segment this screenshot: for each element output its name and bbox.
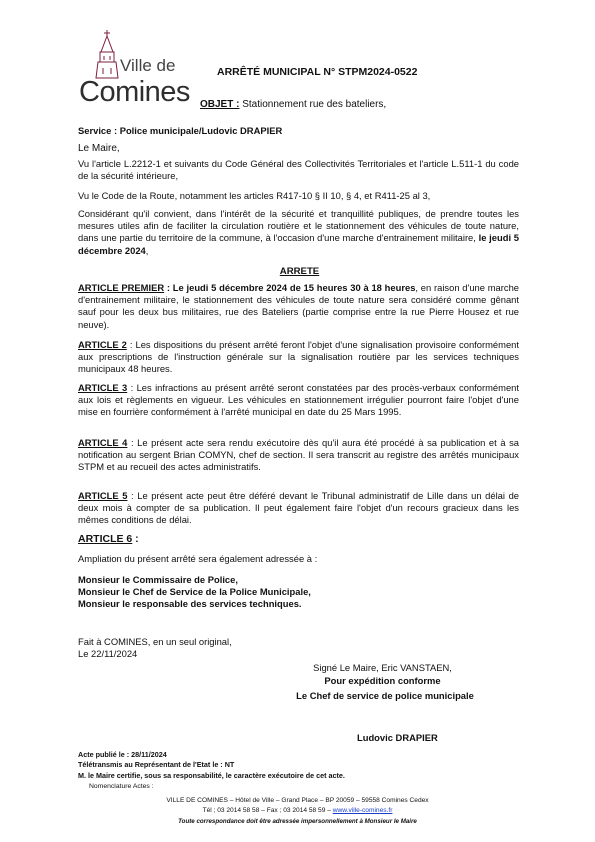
address-line-2: [0, 807, 595, 816]
article-5-text: : Le présent acte peut être déféré devant le Tribunal administratif de Lille dans un délai de deux mois à compter de sa publication. Il peut également faire l'objet d'un recours gracieux dans les mêmes conditions de délai.: [78, 490, 519, 526]
article-3-label: ARTICLE 3: [78, 382, 128, 393]
certification: M. le Maire certifie, sous sa responsabilité, le caractère exécutoire de cet acte.: [78, 771, 345, 780]
objet-label: OBJET :: [200, 99, 240, 110]
service-line: Service : Police municipale/Ludovic DRAPIER: [78, 125, 283, 136]
le-maire: Le Maire,: [78, 143, 120, 154]
signer-name: Ludovic DRAPIER: [357, 732, 438, 743]
recipients-list: [78, 574, 311, 611]
logo-comines: Comines: [79, 76, 190, 108]
article-6-text: :: [132, 533, 139, 545]
article-5: [78, 490, 519, 527]
logo-ville-de: Ville de: [120, 56, 176, 75]
vu-paragraph-2: Vu le Code de la Route, notamment les articles R417-10 § II 10, § 4, et R411-25 al 3,: [78, 190, 431, 201]
article-premier: [78, 282, 519, 331]
teletransmis: Télétransmis au Représentant de l'Etat le : NT: [78, 760, 235, 769]
address-line-1: VILLE DE COMINES – Hôtel de Ville – Grand Place – BP 20059 – 59558 Comines Cedex: [166, 797, 429, 804]
signature-line-1: Signé Le Maire, Eric VANSTAEN,: [313, 662, 452, 673]
objet-text: Stationnement rue des bateliers,: [239, 99, 387, 110]
article-5-label: ARTICLE 5: [78, 490, 128, 501]
article-4-label: ARTICLE 4: [78, 437, 128, 448]
signature-line-3: Le Chef de service de police municipale: [296, 690, 474, 701]
considerant-text: Considérant qu'il convient, dans l'intérêt de la sécurité et tranquillité publiques, de prendre toutes les mesures utiles afin de faciliter la circulation routière et le stationnement des véhicules de toute nature, dans une partie du territoire de la commune, à l'occasion d'une marche d'entrainement militaire,: [78, 208, 519, 244]
article-4: [78, 437, 519, 474]
document-title: ARRÊTÉ MUNICIPAL N° STPM2024-0522: [217, 66, 418, 78]
article-6: [78, 533, 139, 545]
arrete-heading: ARRETE: [279, 266, 320, 277]
article-2-label: ARTICLE 2: [78, 339, 127, 350]
article-6-label: ARTICLE 6: [78, 533, 133, 545]
nomenclature: Nomenclature Actes :: [89, 783, 154, 790]
article-premier-label: ARTICLE PREMIER: [78, 282, 165, 293]
article-4-text: : Le présent acte sera rendu exécutoire dès qu'il aura été procédé à sa publication et à sa notification au sergent Brian COMYN, chef de section. Il sera transcrit au registre des arrêtés municipaux STPM et au recueil des actes administratifs.: [78, 437, 519, 473]
article-2-text: : Les dispositions du présent arrêté feront l'objet d'une signalisation provisoire conformément aux prescriptions de l'instruction générale sur la signalisation routière par les services techniques municipaux 48 heures.: [78, 339, 519, 375]
considerant-end: ,: [145, 244, 149, 256]
considerant-date: le jeudi 5 décembre 2024: [78, 232, 520, 256]
article-premier-bold: : Le jeudi 5 décembre 2024 de 15 heures 30 à 18 heures: [164, 282, 416, 293]
church-tower-icon: [90, 28, 124, 80]
recipient-item: Monsieur le Chef de Service de la Police Municipale,: [78, 586, 311, 598]
objet-line: [200, 99, 386, 110]
article-3: [78, 382, 519, 419]
city-logo: [78, 28, 198, 110]
article-2: [78, 339, 519, 376]
recipient-item: Monsieur le responsable des services techniques.: [78, 598, 302, 610]
date-line: Le 22/11/2024: [78, 648, 138, 659]
address-line-3: Toute correspondance doit être adressée impersonnellement à Monsieur le Maire: [178, 818, 417, 825]
considerant-paragraph: [78, 208, 519, 257]
acte-publie: Acte publié le : 28/11/2024: [78, 750, 167, 759]
contact-numbers: Tél ; 03 2014 58 58 – Fax ; 03 2014 58 59 –: [202, 807, 333, 814]
signature-line-2: Pour expédition conforme: [324, 675, 441, 686]
fait-a-line: Fait à COMINES, en un seul original,: [78, 636, 232, 647]
article-3-text: : Les infractions au présent arrêté seront constatées par des procès-verbaux conformément aux lois et règlements en vigueur. Les véhicules en stationnement irrégulier pourront faire l'objet d'une mise en fourrière conformément à l'arrêté municipal en date du 25 Mars 1995.: [78, 382, 519, 418]
website-link[interactable]: www.ville-comines.fr: [332, 807, 393, 814]
recipient-item: Monsieur le Commissaire de Police,: [78, 574, 238, 585]
article-premier-text: , en raison d'une marche d'entrainement militaire, le stationnement des véhicules de toute nature sera considéré comme gênant sauf pour les deux bus militaires, rue des Bateliers (partie comprise entre la rue Pierre Housez et rue neuve).: [78, 282, 519, 330]
ampliation-line: Ampliation du présent arrêté sera également adressée à :: [78, 553, 318, 564]
vu-paragraph-1: Vu l'article L.2212-1 et suivants du Code Général des Collectivités Territoriales et l'article L.511-1 du code de la sécurité intérieure,: [78, 158, 519, 182]
